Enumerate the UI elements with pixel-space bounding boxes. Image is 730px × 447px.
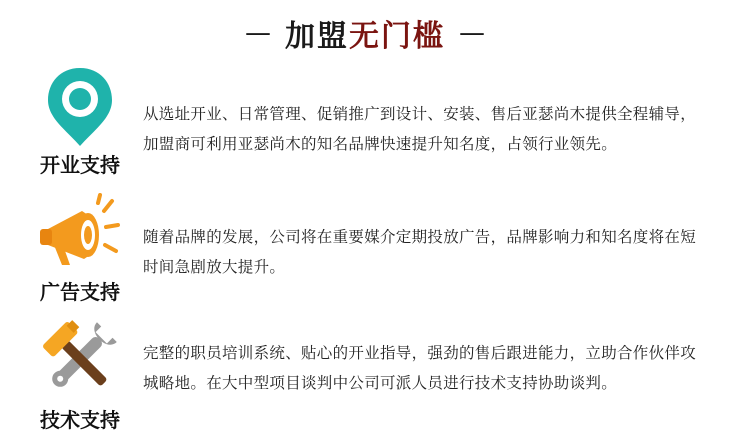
title-highlight: 无门槛 [349, 19, 445, 54]
page-title [0, 10, 730, 56]
support-item-description: 随着品牌的发展，公司将在重要媒介定期投放广告，品牌影响力和知名度将在短时间急剧放大提升。 [143, 228, 697, 276]
support-item-label: 技术支持 [40, 408, 120, 432]
title-prefix: 加盟 [285, 19, 349, 54]
support-item-description: 从选址开业、日常管理、促销推广到设计、安装、售后亚瑟尚木提供全程辅导，加盟商可利用亚瑟尚木的知名品牌快速提升知名度，占领行业领先。 [143, 105, 697, 153]
support-item-label: 开业支持 [40, 153, 120, 177]
megaphone-icon [30, 193, 130, 275]
tools-icon [30, 317, 130, 401]
map-pin-icon [30, 66, 130, 148]
title-dash-right: — [459, 18, 485, 48]
title-dash-left: — [245, 18, 271, 48]
support-item-label: 广告支持 [40, 280, 120, 304]
support-item-description: 完整的职员培训系统、贴心的开业指导，强劲的售后跟进能力，立助合作伙伴攻城略地。在大中型项目谈判中公司可派人员进行技术支持协助谈判。 [143, 344, 697, 392]
